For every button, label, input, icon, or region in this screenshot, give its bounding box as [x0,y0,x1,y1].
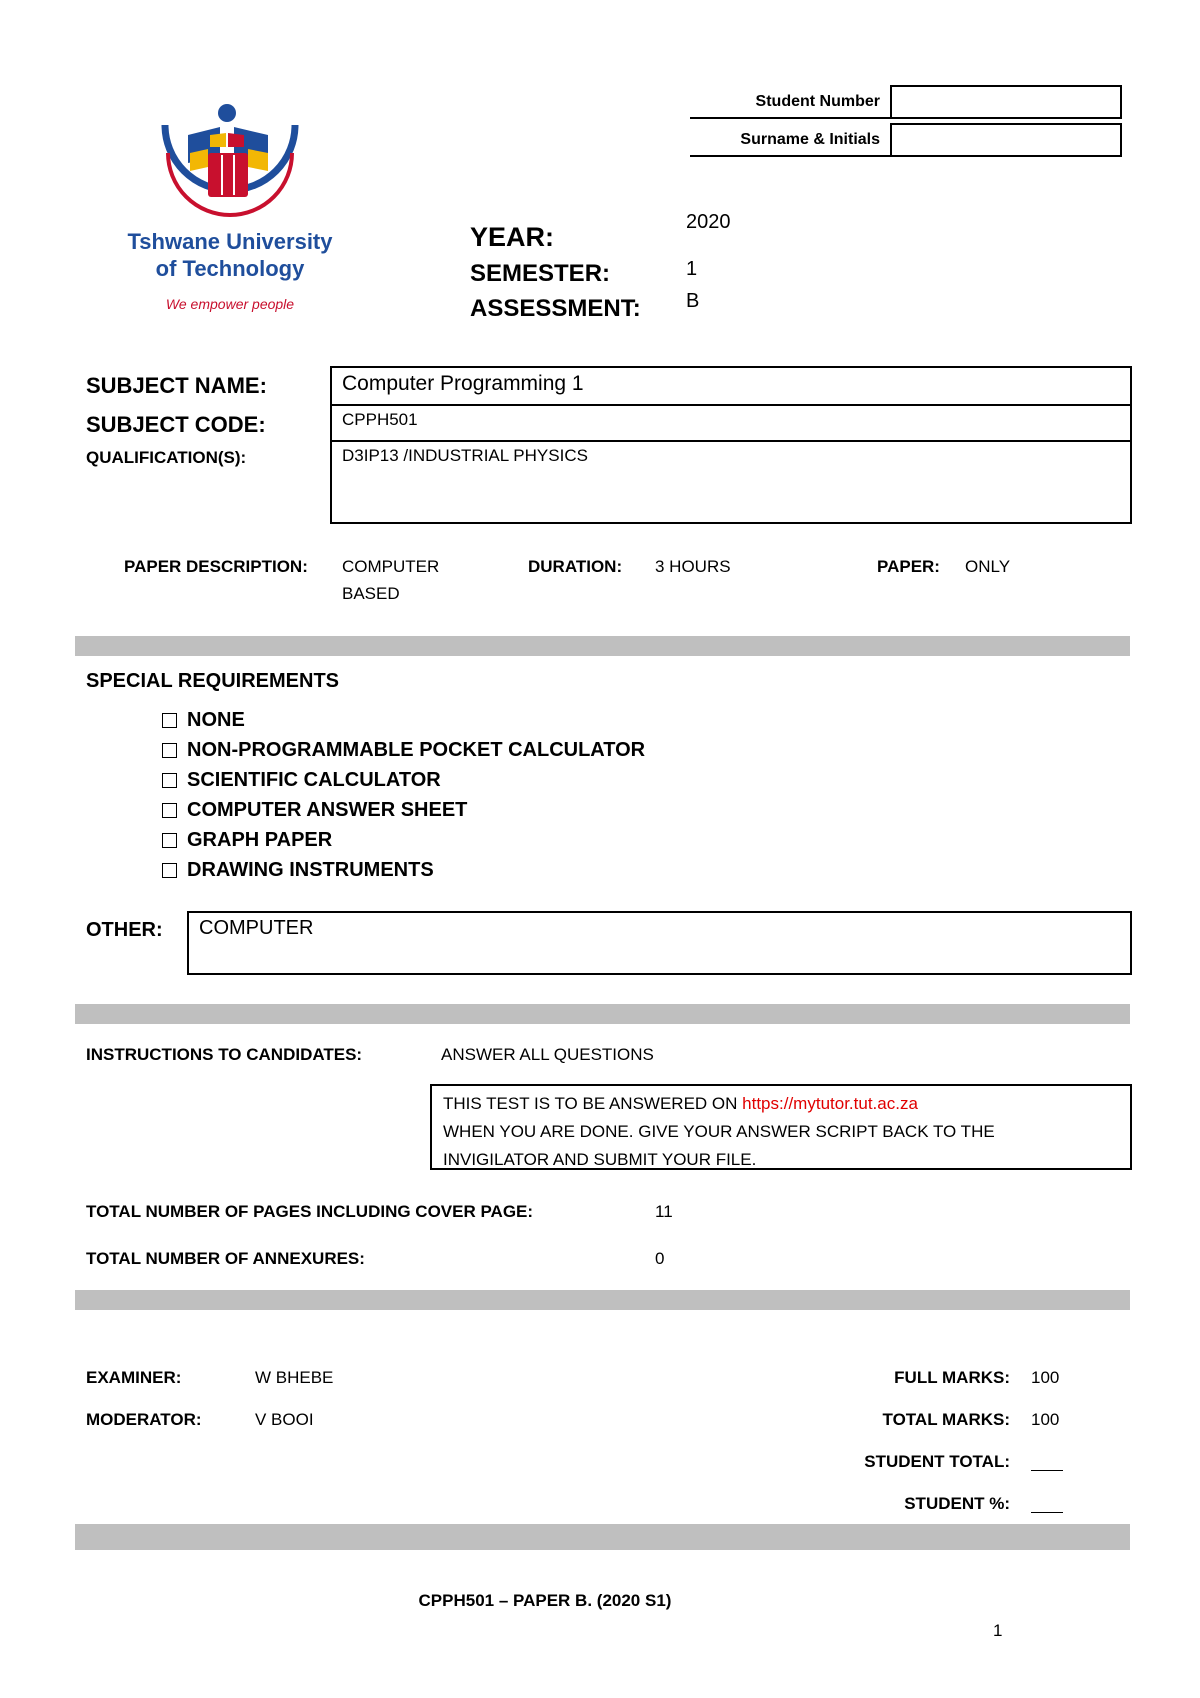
requirement-item-graph-paper[interactable] [162,825,645,855]
special-requirements-title: SPECIAL REQUIREMENTS [86,670,339,692]
requirement-label: NONE [187,708,245,731]
surname-underline [690,155,890,157]
assessment-value: B [686,290,700,312]
full-marks-label: FULL MARKS: [894,1368,1010,1387]
total-annexures-value: 0 [655,1249,665,1268]
instructions-box-line2: WHEN YOU ARE DONE. GIVE YOUR ANSWER SCRIPT BACK TO THE [443,1122,995,1141]
qualification-label: QUALIFICATION(S): [86,448,247,467]
checkbox-icon[interactable] [162,713,177,728]
subject-name-label: SUBJECT NAME: [86,373,267,398]
year-value: 2020 [686,211,731,233]
requirements-list [162,705,645,885]
examiner-label: EXAMINER: [86,1368,182,1387]
year-label: YEAR: [470,222,555,252]
surname-initials-label: Surname & Initials [740,131,880,148]
page-number: 1 [993,1621,1003,1640]
paper-description-line1: COMPUTER [342,557,440,576]
checkbox-icon[interactable] [162,743,177,758]
student-total-blank[interactable] [1031,1456,1063,1476]
requirement-item-scientific-calculator[interactable] [162,765,645,795]
subject-code-field [330,404,1132,442]
total-annexures-label: TOTAL NUMBER OF ANNEXURES: [86,1249,365,1268]
requirement-item-none[interactable] [162,705,645,735]
full-marks-value: 100 [1031,1368,1060,1387]
other-field [187,911,1132,975]
total-pages-value: 11 [655,1202,673,1221]
student-number-field[interactable] [890,85,1122,119]
paper-description-value [342,553,439,607]
mytutor-link[interactable]: https://mytutor.tut.ac.za [742,1094,918,1113]
student-percent-label: STUDENT %: [904,1494,1010,1513]
total-marks-label: TOTAL MARKS: [882,1410,1010,1429]
requirement-label: GRAPH PAPER [187,828,333,851]
qualification-value: D3IP13 /INDUSTRIAL PHYSICS [342,446,588,465]
subject-name-value: Computer Programming 1 [342,372,584,395]
paper-value: ONLY [965,557,1011,576]
subject-code-value: CPPH501 [342,410,418,429]
requirement-item-answer-sheet[interactable] [162,795,645,825]
student-total-label: STUDENT TOTAL: [864,1452,1010,1471]
paper-description-line2: BASED [342,584,400,603]
semester-label: SEMESTER: [470,260,611,287]
checkbox-icon[interactable] [162,803,177,818]
other-label: OTHER: [86,919,163,941]
qualification-field [330,440,1132,524]
student-number-underline [690,117,890,119]
other-value: COMPUTER [199,917,314,939]
checkbox-icon[interactable] [162,863,177,878]
student-number-label: Student Number [755,93,880,110]
requirement-label: DRAWING INSTRUMENTS [187,858,434,881]
paper-description-label: PAPER DESCRIPTION: [124,557,308,576]
requirement-item-drawing-instruments[interactable] [162,855,645,885]
moderator-label: MODERATOR: [86,1410,202,1429]
subject-code-label: SUBJECT CODE: [86,412,266,437]
instructions-box [430,1084,1132,1170]
semester-value: 1 [686,258,698,280]
surname-initials-field[interactable] [890,123,1122,157]
section-divider-2 [75,1004,1130,1024]
student-percent-blank[interactable] [1031,1498,1063,1518]
subject-name-field [330,366,1132,406]
instructions-box-line1 [443,1090,1119,1118]
instructions-value: ANSWER ALL QUESTIONS [441,1045,654,1064]
university-emblem-icon [110,95,350,225]
section-divider-4 [75,1524,1130,1550]
requirement-label: COMPUTER ANSWER SHEET [187,798,468,821]
logo-name-line1: Tshwane University [127,229,333,254]
requirement-item-pocket-calculator[interactable] [162,735,645,765]
footer-text: CPPH501 – PAPER B. (2020 S1) [418,1591,672,1610]
section-divider-1 [75,636,1130,656]
duration-label: DURATION: [528,557,623,576]
moderator-value: V BOOI [255,1410,314,1429]
paper-label: PAPER: [877,557,940,576]
checkbox-icon[interactable] [162,773,177,788]
examiner-value: W BHEBE [255,1368,334,1387]
instructions-label: INSTRUCTIONS TO CANDIDATES: [86,1045,363,1064]
total-marks-value: 100 [1031,1410,1060,1429]
total-pages-label: TOTAL NUMBER OF PAGES INCLUDING COVER PAGE: [86,1202,534,1221]
section-divider-3 [75,1290,1130,1310]
instructions-box-line3: INVIGILATOR AND SUBMIT YOUR FILE. [443,1150,757,1169]
instructions-box-prefix: THIS TEST IS TO BE ANSWERED ON [443,1094,743,1113]
logo-tagline: We empower people [165,296,295,312]
assessment-label: ASSESSMENT: [470,295,641,322]
requirement-label: SCIENTIFIC CALCULATOR [187,768,441,791]
duration-value: 3 HOURS [655,557,731,576]
requirement-label: NON-PROGRAMMABLE POCKET CALCULATOR [187,738,646,761]
checkbox-icon[interactable] [162,833,177,848]
university-logo [110,95,350,335]
logo-name-line2: of Technology [155,256,305,281]
